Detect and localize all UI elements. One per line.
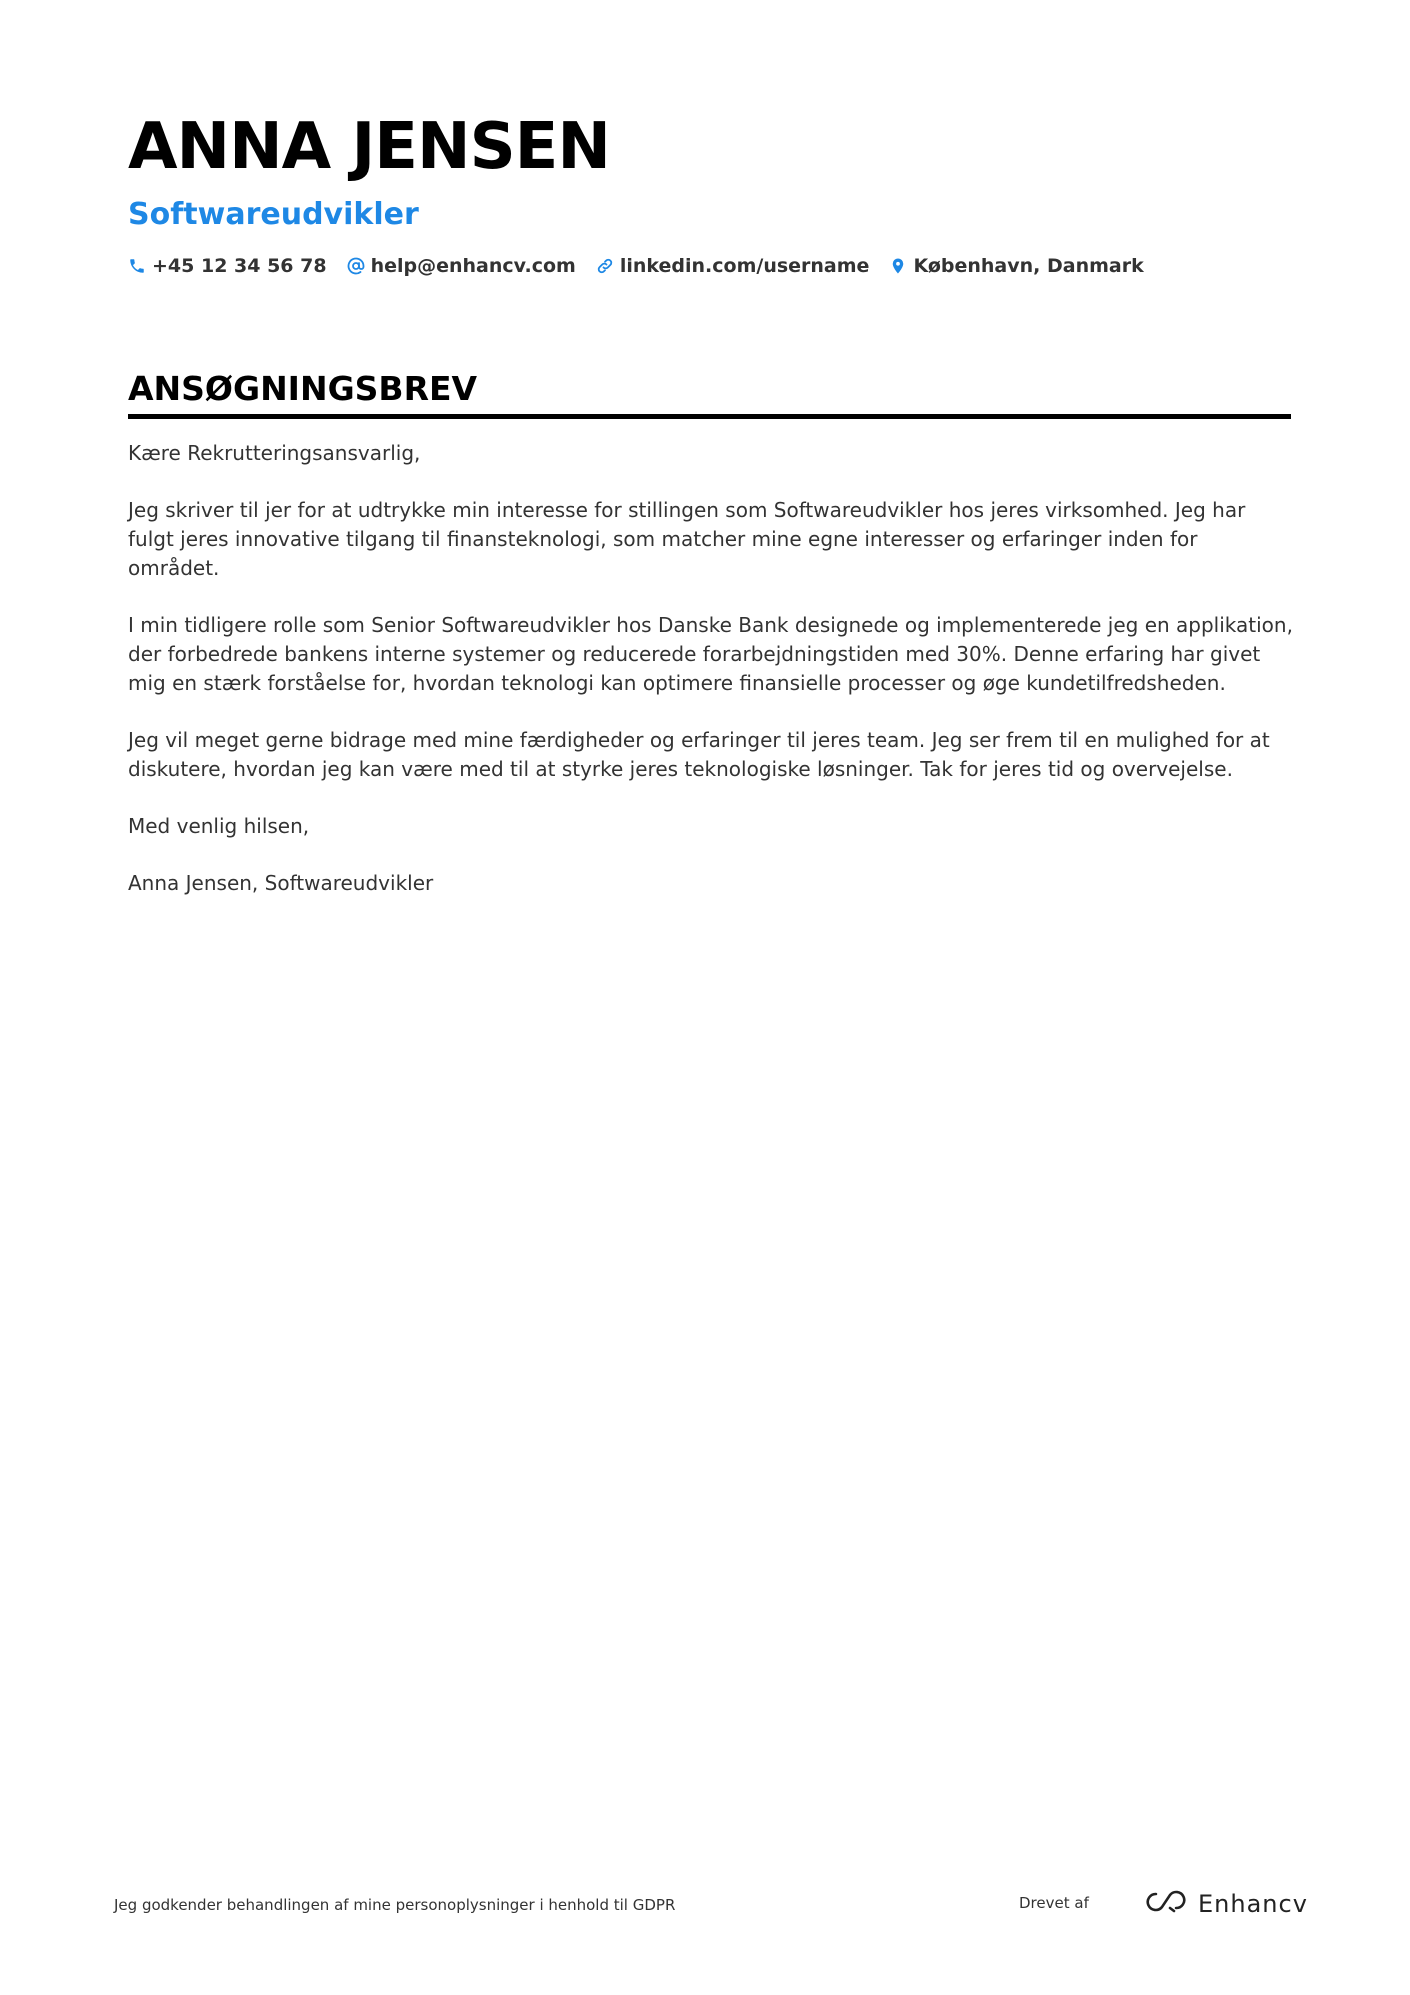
section-heading: ANSØGNINGSBREV — [128, 368, 1291, 419]
location-text: København, Danmark — [913, 255, 1144, 277]
letter-body — [128, 439, 1293, 926]
contact-linkedin[interactable] — [596, 255, 870, 277]
enhancv-brand-link[interactable] — [1140, 1888, 1308, 1920]
phone-text: +45 12 34 56 78 — [152, 255, 327, 277]
header — [128, 105, 1293, 277]
enhancv-logo-icon — [1140, 1888, 1188, 1920]
contact-location — [889, 255, 1143, 277]
contact-email[interactable] — [347, 255, 576, 277]
letter-closing: Med venlig hilsen, — [128, 814, 310, 838]
letter-signature: Anna Jensen, Softwareudvikler — [128, 871, 434, 895]
link-icon — [596, 257, 614, 275]
map-pin-icon — [889, 257, 907, 275]
powered-by-label: Drevet af — [1019, 1894, 1089, 1912]
brand-name: Enhancv — [1198, 1890, 1308, 1918]
footer — [114, 1888, 1308, 1928]
gdpr-consent-text: Jeg godkender behandlingen af mine personoplysninger i henhold til GDPR — [114, 1896, 676, 1914]
contact-phone[interactable] — [128, 255, 327, 277]
letter-paragraph: Jeg skriver til jer for at udtrykke min interesse for stillingen som Softwareudvikler hos jeres virksomhed. Jeg har fulgt jeres innovative tilgang til finansteknologi, som matcher mine egne interesser og erfaringer inden for området. — [128, 498, 1246, 580]
letter-paragraph: Jeg vil meget gerne bidrage med mine færdigheder og erfaringer til jeres team. Jeg ser frem til en mulighed for at diskutere, hvordan jeg kan være med til at styrke jeres teknologiske løsninger. Tak for jeres tid og overvejelse. — [128, 728, 1270, 781]
email-text: help@enhancv.com — [370, 255, 576, 277]
at-icon — [347, 257, 365, 275]
letter-greeting: Kære Rekrutteringsansvarlig, — [128, 441, 421, 465]
job-title: Softwareudvikler — [128, 197, 419, 232]
linkedin-text: linkedin.com/username — [619, 255, 870, 277]
candidate-name: ANNA JENSEN — [128, 110, 610, 184]
phone-icon — [128, 257, 146, 275]
letter-paragraph: I min tidligere rolle som Senior Softwareudvikler hos Danske Bank designede og implementerede jeg en applikation, der forbedrede bankens interne systemer og reducerede forarbejdningstiden med 30%. Denne erfaring har givet mig en stærk forståelse for, hvordan teknologi kan optimere finansielle processer og øge kundetilfredsheden. — [128, 613, 1293, 695]
contact-bar — [128, 255, 1293, 277]
